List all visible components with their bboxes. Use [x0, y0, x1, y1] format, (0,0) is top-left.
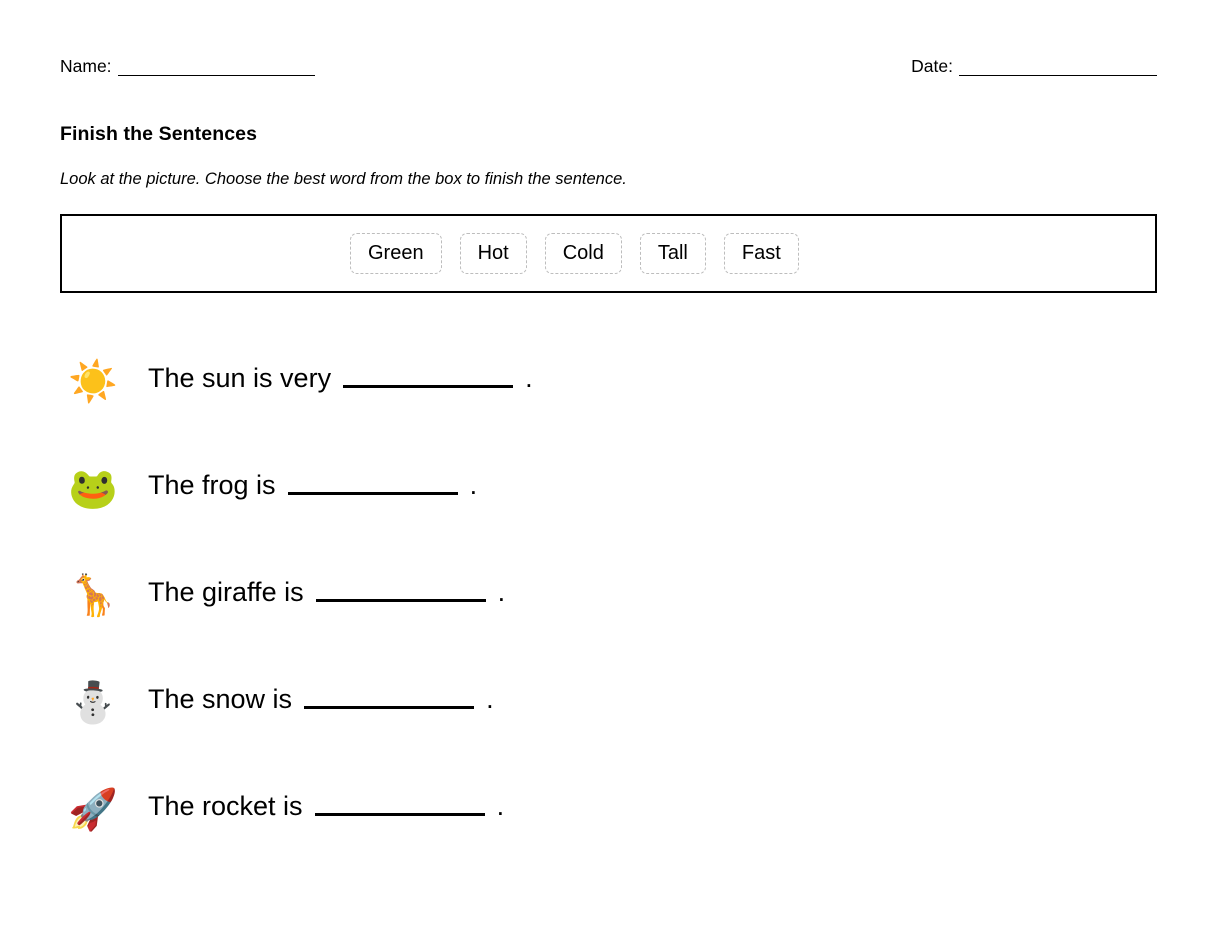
answer-blank[interactable]	[315, 796, 485, 816]
sentence-stem: The frog is	[148, 470, 276, 500]
sentence-stem: The sun is very	[148, 363, 332, 393]
sentence-list	[0, 352, 1217, 887]
sentence-period: .	[525, 363, 533, 393]
instruction-text: Look at the picture. Choose the best word from the box to finish the sentence.	[60, 170, 627, 188]
date-field[interactable]	[911, 56, 1157, 76]
date-write-line[interactable]	[959, 61, 1157, 76]
sun-emoji: ☀️	[68, 359, 118, 405]
sentence-period: .	[496, 791, 505, 821]
answer-blank[interactable]	[288, 475, 458, 495]
date-label: Date:	[911, 56, 953, 76]
rocket-emoji: 🚀	[68, 787, 118, 833]
sentence-text	[148, 352, 533, 404]
sentence-period: .	[486, 684, 494, 714]
sentence-row	[0, 352, 1217, 459]
sentence-period: .	[469, 470, 478, 500]
sentence-row	[0, 566, 1217, 673]
name-write-line[interactable]	[118, 61, 315, 76]
frog-emoji: 🐸	[68, 466, 118, 512]
sentence-stem: The giraffe is	[148, 577, 304, 607]
sentence-text	[148, 673, 494, 725]
sentence-text	[148, 459, 477, 511]
sentence-row	[0, 673, 1217, 780]
sentence-stem: The rocket is	[148, 791, 303, 821]
sentence-text	[148, 780, 504, 832]
word-chip-green[interactable]: Green	[350, 233, 442, 274]
sentence-period: .	[497, 577, 506, 607]
worksheet-header	[60, 56, 1157, 84]
word-chip-hot[interactable]: Hot	[460, 233, 527, 274]
sentence-row	[0, 780, 1217, 887]
page-title: Finish the Sentences	[60, 123, 258, 145]
giraffe-emoji: 🦒	[68, 573, 118, 619]
sentence-row	[0, 459, 1217, 566]
sentence-text	[148, 566, 505, 618]
name-label: Name:	[60, 56, 112, 76]
word-chip-tall[interactable]: Tall	[640, 233, 706, 274]
answer-blank[interactable]	[316, 582, 486, 602]
snowman-emoji: ⛄	[68, 680, 118, 726]
word-chip-fast[interactable]: Fast	[724, 233, 799, 274]
answer-blank[interactable]	[343, 368, 513, 388]
word-bank-chips	[350, 216, 799, 291]
word-bank-box	[60, 214, 1157, 293]
sentence-stem: The snow is	[148, 684, 293, 714]
name-field[interactable]	[60, 56, 315, 76]
word-chip-cold[interactable]: Cold	[545, 233, 622, 274]
answer-blank[interactable]	[304, 689, 474, 709]
